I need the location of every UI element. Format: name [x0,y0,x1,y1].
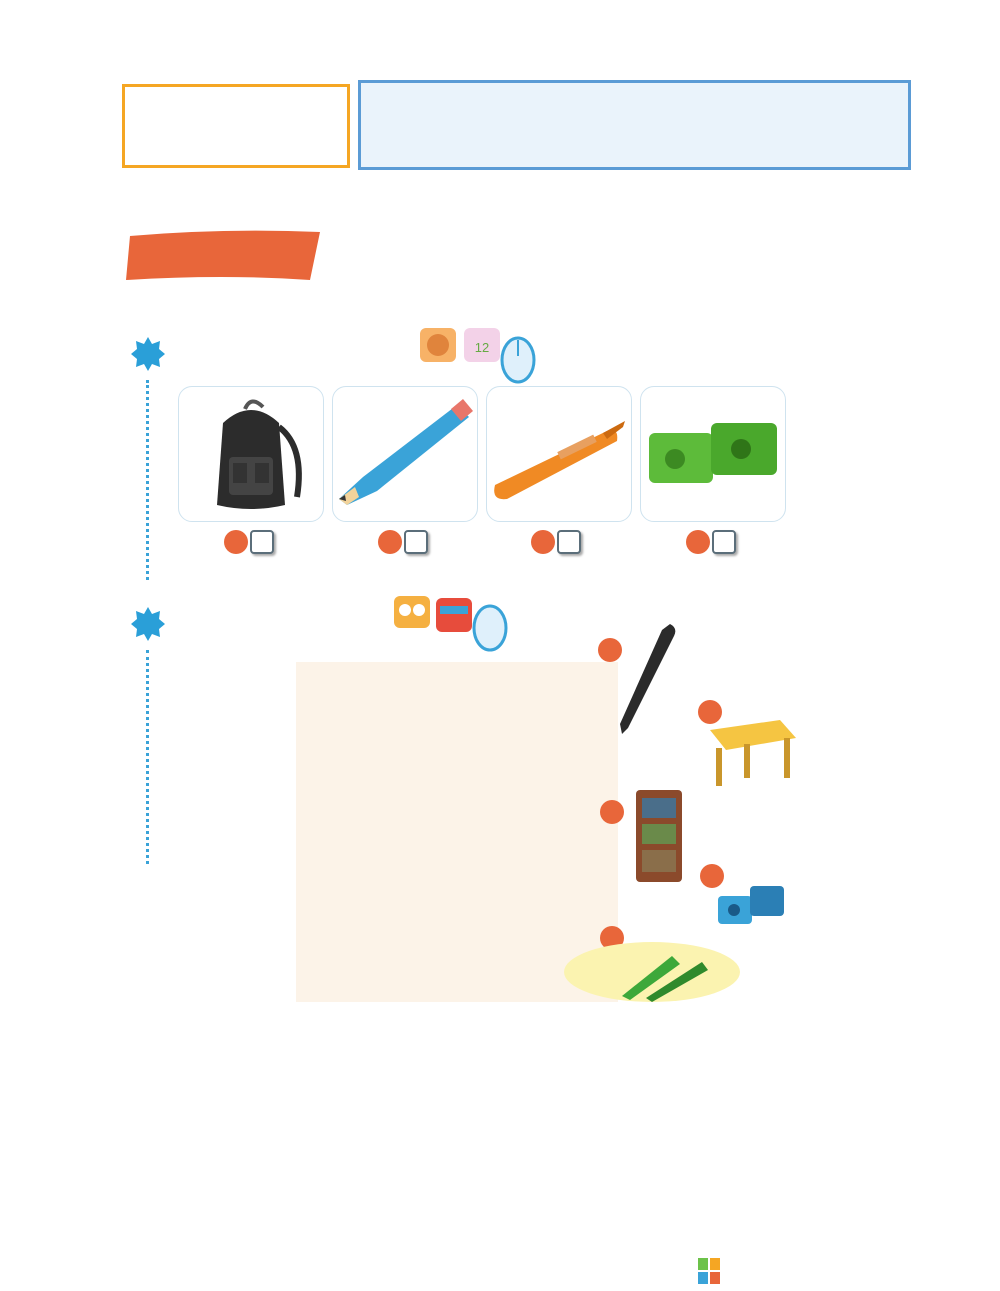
item-letter [224,530,248,554]
pencil-sharpener-icon [716,876,786,932]
balloon-border-top [38,38,958,60]
bookcase-icon [632,786,688,886]
number-input-c[interactable] [557,530,581,554]
backpack-icon [179,387,323,521]
match-letter-c [600,800,624,824]
picture-card-c [486,386,632,522]
pencils-icon [562,938,742,1002]
balloon-border-left [38,44,60,1224]
listen-number-icons [418,322,538,386]
pencil-sharpener-icon [641,387,785,521]
read-match-icons [392,586,516,656]
item-letter [531,530,555,554]
pen-icon [610,620,680,740]
picture-card-a [178,386,324,522]
number-input-d[interactable] [712,530,736,554]
section-4-guide-line [146,380,149,580]
answer-c [531,530,581,558]
pencil-icon [333,387,477,521]
pen-icon [487,387,631,521]
number-input-a[interactable] [250,530,274,554]
item-letter [378,530,402,554]
section-5-guide-line [146,650,149,864]
liveworksheets-logo-icon [698,1256,722,1286]
title-box [358,80,911,170]
picture-card-b [332,386,478,522]
balloon-border-right [928,44,950,1224]
answer-a [224,530,274,558]
picture-card-d [640,386,786,522]
number-input-b[interactable] [404,530,428,554]
desk-icon [700,710,800,790]
section-5-star-icon [130,606,166,642]
lesson-banner [124,226,324,284]
answer-d [686,530,736,558]
name-class-box [122,84,350,168]
svg-text:12: 12 [474,340,490,355]
item-letter [686,530,710,554]
balloon-border-bottom [38,1218,958,1240]
section-4-star-icon [130,336,166,372]
answer-b [378,530,428,558]
